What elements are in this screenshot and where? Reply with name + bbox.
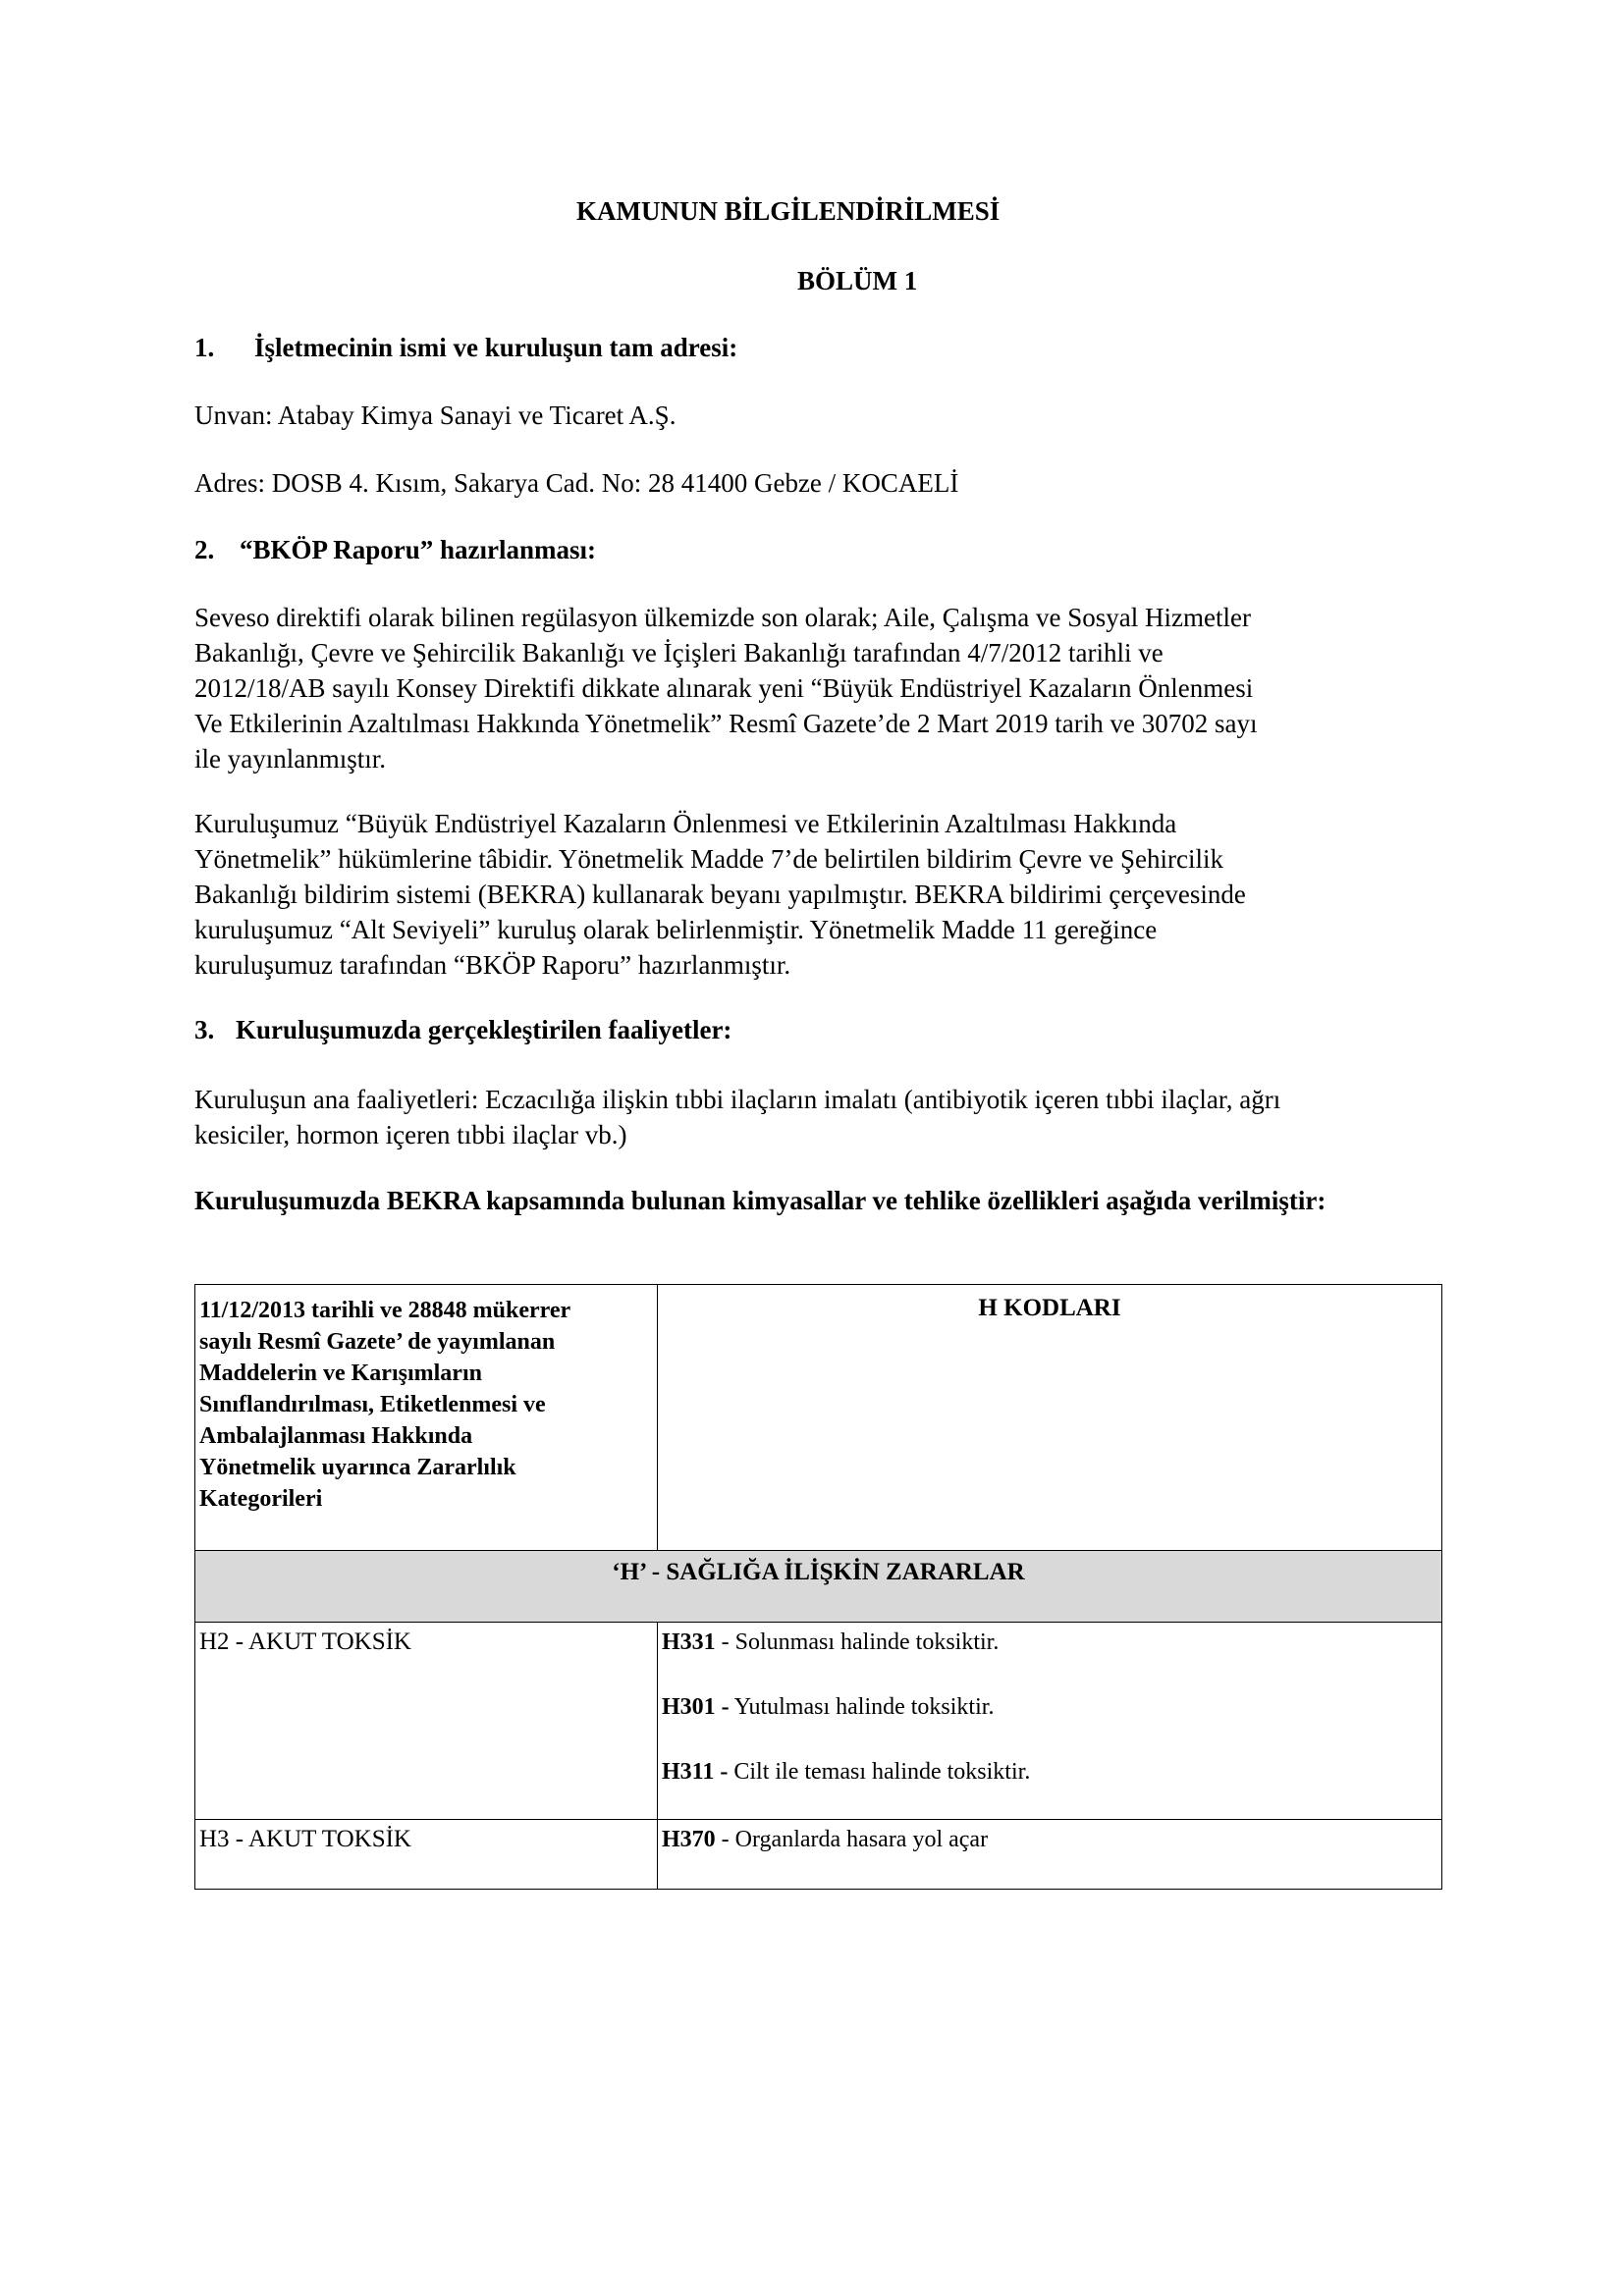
h-code: H301 -: [662, 1694, 730, 1720]
seveso-paragraph: [194, 600, 1441, 776]
hazard-table: [194, 1284, 1442, 1890]
adres-line: Adres: DOSB 4. Kısım, Sakarya Cad. No: 28 41400 Gebze / KOCAELİ: [194, 468, 959, 498]
document-title: KAMUNUN BİLGİLENDİRİLMESİ: [576, 196, 1001, 226]
item-2-heading: [194, 535, 596, 564]
item-3-heading: [194, 1015, 731, 1044]
h-code-line: [662, 1692, 1437, 1722]
header-line: Kategorileri: [199, 1486, 323, 1512]
section-label-cell: ‘H’ - SAĞLIĞA İLİŞKİN ZARARLAR: [195, 1551, 1442, 1623]
header-line: Maddelerin ve Karışımların: [199, 1361, 482, 1386]
header-line: 11/12/2013 tarihli ve 28848 mükerrer: [199, 1298, 571, 1323]
h-code-text: Cilt ile teması halinde toksiktir.: [728, 1759, 1031, 1785]
paragraph-line: 2012/18/AB sayılı Konsey Direktifi dikkate alınarak yeni “Büyük Endüstriyel Kazaların Önlenmesi: [194, 673, 1254, 703]
category-cell: H2 - AKUT TOKSİK: [195, 1623, 658, 1820]
h-code: H331: [662, 1629, 716, 1655]
unvan-line: Unvan: Atabay Kimya Sanayi ve Ticaret A.Ş.: [194, 400, 677, 430]
h-code-text: - Solunması halinde toksiktir.: [715, 1629, 1000, 1655]
paragraph-line: Bakanlığı, Çevre ve Şehircilik Bakanlığı ve İçişleri Bakanlığı tarafından 4/7/2012 tarihli ve: [194, 638, 1164, 667]
item-2-number: 2.: [194, 535, 215, 564]
item-3-number: 3.: [194, 1015, 215, 1044]
codes-cell: [658, 1623, 1442, 1820]
paragraph-line: Kuruluşun ana faaliyetleri: Eczacılığa ilişkin tıbbi ilaçların imalatı (antibiyotik içeren tıbbi ilaçlar, ağrı: [194, 1085, 1281, 1114]
h-code-text: Yutulması halinde toksiktir.: [729, 1694, 995, 1720]
kurulus-paragraph: [194, 806, 1441, 983]
table-row: [195, 1820, 1442, 1890]
h-code: H311 -: [662, 1759, 729, 1785]
table-section-row: [195, 1551, 1442, 1623]
item-1-number: 1.: [194, 333, 215, 362]
paragraph-line: Yönetmelik” hükümlerine tâbidir. Yönetmelik Madde 7’de belirtilen bildirim Çevre ve Şehircilik: [194, 844, 1223, 874]
item-2-text: “BKÖP Raporu” hazırlanması:: [240, 535, 597, 564]
paragraph-line: kuruluşumuz tarafından “BKÖP Raporu” hazırlanmıştır.: [194, 950, 791, 980]
paragraph-line: kuruluşumuz “Alt Seviyeli” kuruluş olarak belirlenmiştir. Yönetmelik Madde 11 gereğince: [194, 915, 1158, 944]
header-category-cell: [195, 1285, 658, 1551]
header-line: Ambalajlanması Hakkında: [199, 1423, 473, 1449]
paragraph-line: Seveso direktifi olarak bilinen regülasyon ülkemizde son olarak; Aile, Çalışma ve Sosyal Hizmetler: [194, 603, 1251, 632]
h-code-line: [662, 1825, 1437, 1854]
paragraph-line: kesiciler, hormon içeren tıbbi ilaçlar vb.): [194, 1120, 627, 1149]
h-code-line: [662, 1628, 1437, 1657]
header-line: sayılı Resmî Gazete’ de yayımlanan: [199, 1329, 556, 1355]
paragraph-line: ile yayınlanmıştır.: [194, 744, 386, 774]
header-h-codes-cell: H KODLARI: [658, 1285, 1442, 1551]
item-1-heading: [194, 333, 737, 362]
h-code-text: - Organlarda hasara yol açar: [715, 1827, 989, 1852]
section-title: BÖLÜM 1: [797, 266, 918, 295]
category-cell: H3 - AKUT TOKSİK: [195, 1820, 658, 1890]
h-code: H370: [662, 1827, 716, 1852]
item-3-text: Kuruluşumuzda gerçekleştirilen faaliyetler:: [236, 1015, 732, 1044]
header-line: Yönetmelik uyarınca Zararlılık: [199, 1455, 516, 1480]
header-line: Sınıflandırılması, Etiketlenmesi ve: [199, 1392, 546, 1417]
h-code-line: [662, 1757, 1437, 1787]
bekra-intro: Kuruluşumuzda BEKRA kapsamında bulunan kimyasallar ve tehlike özellikleri aşağıda verilmiştir:: [194, 1186, 1326, 1215]
paragraph-line: Bakanlığı bildirim sistemi (BEKRA) kullanarak beyanı yapılmıştır. BEKRA bildirimi çerçevesinde: [194, 880, 1246, 909]
faaliyet-paragraph: [194, 1082, 1441, 1152]
paragraph-line: Ve Etkilerinin Azaltılması Hakkında Yönetmelik” Resmî Gazete’de 2 Mart 2019 tarih ve 30702 sayı: [194, 709, 1258, 738]
table-header-row: [195, 1285, 1442, 1551]
table-row: [195, 1623, 1442, 1820]
paragraph-line: Kuruluşumuz “Büyük Endüstriyel Kazaların Önlenmesi ve Etkilerinin Azaltılması Hakkında: [194, 809, 1177, 838]
item-1-text: İşletmecinin ismi ve kuruluşun tam adresi:: [254, 333, 738, 362]
codes-cell: [658, 1820, 1442, 1890]
